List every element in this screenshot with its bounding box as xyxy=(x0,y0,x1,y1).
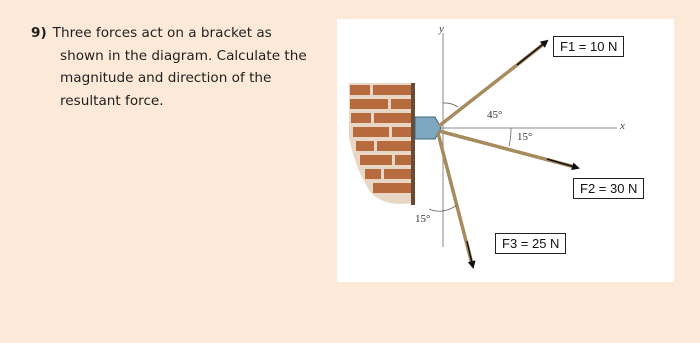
force-f3-label: F3 = 25 N xyxy=(495,233,566,254)
angle-arc-f1 xyxy=(443,103,458,107)
brick-wall xyxy=(349,83,415,205)
problem-line-3: magnitude and direction of the xyxy=(60,70,272,86)
angle-arc-f2 xyxy=(509,128,511,146)
problem-text xyxy=(31,22,331,112)
problem-line-2: shown in the diagram. Calculate the xyxy=(60,47,307,64)
f2-angle-label: 15° xyxy=(517,131,533,143)
problem-number: 9) xyxy=(31,25,47,41)
force-f2-arrow xyxy=(547,159,578,168)
force-diagram xyxy=(337,19,674,282)
force-f1-label: F1 = 10 N xyxy=(553,36,624,57)
force-f2-label: F2 = 30 N xyxy=(573,178,644,199)
f3-angle-label: 15° xyxy=(415,213,431,225)
problem-line-4: resultant force. xyxy=(60,92,164,109)
problem-line-1: 9) Three forces act on a bracket as xyxy=(31,25,272,41)
force-f1-arrow xyxy=(517,41,547,65)
x-axis-label: x xyxy=(620,120,625,132)
f1-angle-label: 45° xyxy=(487,109,503,121)
y-axis-label: y xyxy=(439,23,444,35)
